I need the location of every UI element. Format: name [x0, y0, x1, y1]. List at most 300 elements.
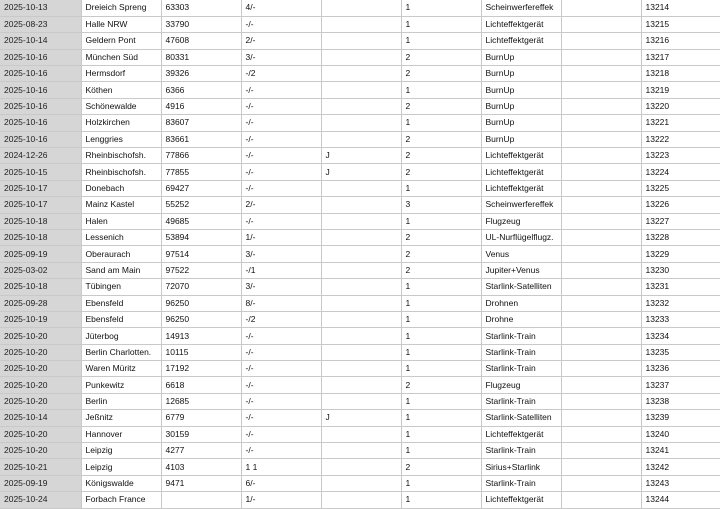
count-cell[interactable]: 1: [401, 361, 481, 377]
date-cell[interactable]: 2025-09-19: [0, 475, 81, 491]
flag-cell[interactable]: [321, 443, 401, 459]
flag-cell[interactable]: [321, 328, 401, 344]
date-cell[interactable]: 2025-10-14: [0, 410, 81, 426]
date-cell[interactable]: 2025-10-20: [0, 328, 81, 344]
postal-code-cell[interactable]: 4916: [161, 98, 241, 114]
place-cell[interactable]: Dreieich Spreng: [81, 0, 161, 16]
date-cell[interactable]: 2025-10-16: [0, 66, 81, 82]
count-cell[interactable]: 1: [401, 180, 481, 196]
table-row: [0, 164, 720, 180]
code-cell[interactable]: -/-: [241, 344, 321, 360]
type-cell[interactable]: BurnUp: [481, 98, 561, 114]
table-row: [0, 361, 720, 377]
postal-code-cell[interactable]: 77855: [161, 164, 241, 180]
type-cell[interactable]: Scheinwerfereffek: [481, 197, 561, 213]
place-cell[interactable]: Holzkirchen: [81, 115, 161, 131]
id-cell[interactable]: 13239: [641, 410, 720, 426]
type-cell[interactable]: UL-Nurflügelflugz.: [481, 229, 561, 245]
empty-cell[interactable]: [561, 377, 641, 393]
empty-cell[interactable]: [561, 344, 641, 360]
flag-cell[interactable]: [321, 49, 401, 65]
id-cell[interactable]: 13218: [641, 66, 720, 82]
code-cell[interactable]: 1/-: [241, 229, 321, 245]
count-cell[interactable]: 1: [401, 0, 481, 16]
empty-cell[interactable]: [561, 131, 641, 147]
code-cell[interactable]: -/-: [241, 98, 321, 114]
id-cell[interactable]: 13241: [641, 443, 720, 459]
count-cell[interactable]: 1: [401, 328, 481, 344]
count-cell[interactable]: 1: [401, 279, 481, 295]
count-cell[interactable]: 1: [401, 295, 481, 311]
type-cell[interactable]: Lichteffektgerät: [481, 426, 561, 442]
empty-cell[interactable]: [561, 311, 641, 327]
postal-code-cell[interactable]: 30159: [161, 426, 241, 442]
count-cell[interactable]: 2: [401, 229, 481, 245]
place-cell[interactable]: Forbach France: [81, 492, 161, 508]
flag-cell[interactable]: [321, 16, 401, 32]
table-row: [0, 492, 720, 508]
empty-cell[interactable]: [561, 164, 641, 180]
empty-cell[interactable]: [561, 197, 641, 213]
flag-cell[interactable]: [321, 377, 401, 393]
type-cell[interactable]: BurnUp: [481, 115, 561, 131]
count-cell[interactable]: 1: [401, 426, 481, 442]
flag-cell[interactable]: [321, 426, 401, 442]
date-cell[interactable]: 2025-10-16: [0, 115, 81, 131]
id-cell[interactable]: 13221: [641, 115, 720, 131]
postal-code-cell[interactable]: 12685: [161, 393, 241, 409]
count-cell[interactable]: 1: [401, 82, 481, 98]
flag-cell[interactable]: [321, 279, 401, 295]
code-cell[interactable]: -/-: [241, 393, 321, 409]
date-cell[interactable]: 2025-10-13: [0, 0, 81, 16]
postal-code-cell[interactable]: 6366: [161, 82, 241, 98]
date-cell[interactable]: 2025-10-16: [0, 49, 81, 65]
table-row: [0, 443, 720, 459]
id-cell[interactable]: 13243: [641, 475, 720, 491]
date-cell[interactable]: 2025-10-17: [0, 197, 81, 213]
type-cell[interactable]: Lichteffektgerät: [481, 492, 561, 508]
flag-cell[interactable]: [321, 229, 401, 245]
empty-cell[interactable]: [561, 246, 641, 262]
id-cell[interactable]: 13238: [641, 393, 720, 409]
empty-cell[interactable]: [561, 410, 641, 426]
flag-cell[interactable]: J: [321, 148, 401, 164]
id-cell[interactable]: 13217: [641, 49, 720, 65]
id-cell[interactable]: 13222: [641, 131, 720, 147]
type-cell[interactable]: Starlink-Train: [481, 393, 561, 409]
empty-cell[interactable]: [561, 492, 641, 508]
type-cell[interactable]: BurnUp: [481, 49, 561, 65]
postal-code-cell[interactable]: 77866: [161, 148, 241, 164]
date-cell[interactable]: 2025-10-20: [0, 377, 81, 393]
table-row: [0, 66, 720, 82]
empty-cell[interactable]: [561, 393, 641, 409]
flag-cell[interactable]: [321, 344, 401, 360]
code-cell[interactable]: -/-: [241, 213, 321, 229]
date-cell[interactable]: 2025-10-20: [0, 393, 81, 409]
place-cell[interactable]: Berlin Charlotten.: [81, 344, 161, 360]
postal-code-cell[interactable]: 4277: [161, 443, 241, 459]
type-cell[interactable]: Venus: [481, 246, 561, 262]
count-cell[interactable]: 1: [401, 311, 481, 327]
code-cell[interactable]: -/-: [241, 410, 321, 426]
flag-cell[interactable]: [321, 66, 401, 82]
table-row: [0, 115, 720, 131]
date-cell[interactable]: 2025-09-28: [0, 295, 81, 311]
date-cell[interactable]: 2025-10-24: [0, 492, 81, 508]
postal-code-cell[interactable]: 83607: [161, 115, 241, 131]
count-cell[interactable]: 1: [401, 16, 481, 32]
empty-cell[interactable]: [561, 475, 641, 491]
place-cell[interactable]: Oberaurach: [81, 246, 161, 262]
postal-code-cell[interactable]: 53894: [161, 229, 241, 245]
count-cell[interactable]: 1: [401, 410, 481, 426]
empty-cell[interactable]: [561, 213, 641, 229]
code-cell[interactable]: 1 1: [241, 459, 321, 475]
code-cell[interactable]: 1/-: [241, 492, 321, 508]
type-cell[interactable]: BurnUp: [481, 82, 561, 98]
flag-cell[interactable]: [321, 0, 401, 16]
place-cell[interactable]: Sand am Main: [81, 262, 161, 278]
place-cell[interactable]: Tübingen: [81, 279, 161, 295]
date-cell[interactable]: 2025-10-21: [0, 459, 81, 475]
empty-cell[interactable]: [561, 16, 641, 32]
flag-cell[interactable]: [321, 393, 401, 409]
date-cell[interactable]: 2025-10-18: [0, 229, 81, 245]
code-cell[interactable]: -/-: [241, 115, 321, 131]
date-cell[interactable]: 2024-12-26: [0, 148, 81, 164]
code-cell[interactable]: -/-: [241, 131, 321, 147]
postal-code-cell[interactable]: 72070: [161, 279, 241, 295]
empty-cell[interactable]: [561, 49, 641, 65]
place-cell[interactable]: Jüterbog: [81, 328, 161, 344]
empty-cell[interactable]: [561, 443, 641, 459]
postal-code-cell[interactable]: 63303: [161, 0, 241, 16]
place-cell[interactable]: Jeßnitz: [81, 410, 161, 426]
count-cell[interactable]: 2: [401, 459, 481, 475]
place-cell[interactable]: Lenggries: [81, 131, 161, 147]
date-cell[interactable]: 2025-09-19: [0, 246, 81, 262]
type-cell[interactable]: BurnUp: [481, 131, 561, 147]
flag-cell[interactable]: [321, 295, 401, 311]
table-row: [0, 82, 720, 98]
table-row: [0, 410, 720, 426]
type-cell[interactable]: Starlink-Satelliten: [481, 279, 561, 295]
count-cell[interactable]: 2: [401, 164, 481, 180]
place-cell[interactable]: Waren Müritz: [81, 361, 161, 377]
empty-cell[interactable]: [561, 33, 641, 49]
code-cell[interactable]: -/-: [241, 148, 321, 164]
postal-code-cell[interactable]: 6618: [161, 377, 241, 393]
id-cell[interactable]: 13226: [641, 197, 720, 213]
place-cell[interactable]: Rheinbischofsh.: [81, 164, 161, 180]
date-cell[interactable]: 2025-10-15: [0, 164, 81, 180]
type-cell[interactable]: Starlink-Train: [481, 344, 561, 360]
code-cell[interactable]: -/-: [241, 426, 321, 442]
count-cell[interactable]: 2: [401, 148, 481, 164]
code-cell[interactable]: -/-: [241, 180, 321, 196]
id-cell[interactable]: 13234: [641, 328, 720, 344]
table-row: [0, 328, 720, 344]
code-cell[interactable]: 4/-: [241, 0, 321, 16]
type-cell[interactable]: Flugzeug: [481, 213, 561, 229]
id-cell[interactable]: 13230: [641, 262, 720, 278]
empty-cell[interactable]: [561, 148, 641, 164]
type-cell[interactable]: Starlink-Train: [481, 475, 561, 491]
id-cell[interactable]: 13236: [641, 361, 720, 377]
postal-code-cell[interactable]: 33790: [161, 16, 241, 32]
code-cell[interactable]: -/-: [241, 443, 321, 459]
count-cell[interactable]: 1: [401, 33, 481, 49]
postal-code-cell[interactable]: 97514: [161, 246, 241, 262]
empty-cell[interactable]: [561, 66, 641, 82]
postal-code-cell[interactable]: 47608: [161, 33, 241, 49]
flag-cell[interactable]: [321, 98, 401, 114]
count-cell[interactable]: 2: [401, 131, 481, 147]
date-cell[interactable]: 2025-10-17: [0, 180, 81, 196]
table-row: [0, 475, 720, 491]
count-cell[interactable]: 2: [401, 49, 481, 65]
code-cell[interactable]: -/-: [241, 16, 321, 32]
type-cell[interactable]: Lichteffektgerät: [481, 148, 561, 164]
code-cell[interactable]: 3/-: [241, 246, 321, 262]
postal-code-cell[interactable]: 49685: [161, 213, 241, 229]
table-row: [0, 49, 720, 65]
postal-code-cell[interactable]: 9471: [161, 475, 241, 491]
type-cell[interactable]: Drohnen: [481, 295, 561, 311]
table-row: [0, 262, 720, 278]
code-cell[interactable]: -/-: [241, 82, 321, 98]
postal-code-cell[interactable]: 69427: [161, 180, 241, 196]
flag-cell[interactable]: [321, 131, 401, 147]
place-cell[interactable]: Schönewalde: [81, 98, 161, 114]
place-cell[interactable]: Mainz Kastel: [81, 197, 161, 213]
place-cell[interactable]: Punkewitz: [81, 377, 161, 393]
flag-cell[interactable]: [321, 311, 401, 327]
place-cell[interactable]: Ebensfeld: [81, 295, 161, 311]
place-cell[interactable]: Halen: [81, 213, 161, 229]
count-cell[interactable]: 2: [401, 246, 481, 262]
date-cell[interactable]: 2025-10-20: [0, 344, 81, 360]
id-cell[interactable]: 13227: [641, 213, 720, 229]
id-cell[interactable]: 13240: [641, 426, 720, 442]
id-cell[interactable]: 13233: [641, 311, 720, 327]
flag-cell[interactable]: [321, 262, 401, 278]
empty-cell[interactable]: [561, 0, 641, 16]
flag-cell[interactable]: [321, 213, 401, 229]
place-cell[interactable]: Hermsdorf: [81, 66, 161, 82]
code-cell[interactable]: 3/-: [241, 279, 321, 295]
id-cell[interactable]: 13216: [641, 33, 720, 49]
empty-cell[interactable]: [561, 459, 641, 475]
flag-cell[interactable]: J: [321, 164, 401, 180]
date-cell[interactable]: 2025-10-20: [0, 443, 81, 459]
count-cell[interactable]: 1: [401, 213, 481, 229]
count-cell[interactable]: 2: [401, 66, 481, 82]
code-cell[interactable]: -/1: [241, 262, 321, 278]
table-row: [0, 377, 720, 393]
count-cell[interactable]: 1: [401, 492, 481, 508]
place-cell[interactable]: Köthen: [81, 82, 161, 98]
flag-cell[interactable]: [321, 361, 401, 377]
date-cell[interactable]: 2025-10-14: [0, 33, 81, 49]
place-cell[interactable]: Donebach: [81, 180, 161, 196]
place-cell[interactable]: Königswalde: [81, 475, 161, 491]
code-cell[interactable]: 2/-: [241, 197, 321, 213]
place-cell[interactable]: München Süd: [81, 49, 161, 65]
count-cell[interactable]: 2: [401, 98, 481, 114]
id-cell[interactable]: 13244: [641, 492, 720, 508]
type-cell[interactable]: Jupiter+Venus: [481, 262, 561, 278]
empty-cell[interactable]: [561, 279, 641, 295]
count-cell[interactable]: 1: [401, 393, 481, 409]
id-cell[interactable]: 13235: [641, 344, 720, 360]
empty-cell[interactable]: [561, 180, 641, 196]
type-cell[interactable]: Lichteffektgerät: [481, 16, 561, 32]
type-cell[interactable]: Starlink-Train: [481, 328, 561, 344]
code-cell[interactable]: -/-: [241, 361, 321, 377]
id-cell[interactable]: 13232: [641, 295, 720, 311]
flag-cell[interactable]: [321, 246, 401, 262]
code-cell[interactable]: -/-: [241, 328, 321, 344]
date-cell[interactable]: 2025-10-20: [0, 361, 81, 377]
date-cell[interactable]: 2025-10-16: [0, 131, 81, 147]
type-cell[interactable]: Lichteffektgerät: [481, 164, 561, 180]
type-cell[interactable]: Lichteffektgerät: [481, 180, 561, 196]
type-cell[interactable]: Starlink-Train: [481, 361, 561, 377]
place-cell[interactable]: Geldern Pont: [81, 33, 161, 49]
type-cell[interactable]: Starlink-Satelliten: [481, 410, 561, 426]
flag-cell[interactable]: [321, 82, 401, 98]
id-cell[interactable]: 13223: [641, 148, 720, 164]
id-cell[interactable]: 13224: [641, 164, 720, 180]
code-cell[interactable]: 2/-: [241, 33, 321, 49]
flag-cell[interactable]: [321, 492, 401, 508]
empty-cell[interactable]: [561, 82, 641, 98]
empty-cell[interactable]: [561, 115, 641, 131]
table-row: [0, 98, 720, 114]
count-cell[interactable]: 2: [401, 377, 481, 393]
code-cell[interactable]: -/2: [241, 311, 321, 327]
postal-code-cell[interactable]: 80331: [161, 49, 241, 65]
empty-cell[interactable]: [561, 295, 641, 311]
id-cell[interactable]: 13242: [641, 459, 720, 475]
table-row: [0, 246, 720, 262]
code-cell[interactable]: -/2: [241, 66, 321, 82]
postal-code-cell[interactable]: 96250: [161, 311, 241, 327]
date-cell[interactable]: 2025-10-18: [0, 213, 81, 229]
empty-cell[interactable]: [561, 426, 641, 442]
empty-cell[interactable]: [561, 229, 641, 245]
postal-code-cell[interactable]: 39326: [161, 66, 241, 82]
postal-code-cell[interactable]: [161, 492, 241, 508]
id-cell[interactable]: 13229: [641, 246, 720, 262]
table-row: [0, 426, 720, 442]
count-cell[interactable]: 1: [401, 115, 481, 131]
empty-cell[interactable]: [561, 328, 641, 344]
place-cell[interactable]: Halle NRW: [81, 16, 161, 32]
type-cell[interactable]: Scheinwerfereffek: [481, 0, 561, 16]
type-cell[interactable]: BurnUp: [481, 66, 561, 82]
postal-code-cell[interactable]: 10115: [161, 344, 241, 360]
place-cell[interactable]: Rheinbischofsh.: [81, 148, 161, 164]
type-cell[interactable]: Drohne: [481, 311, 561, 327]
code-cell[interactable]: 6/-: [241, 475, 321, 491]
count-cell[interactable]: 1: [401, 475, 481, 491]
postal-code-cell[interactable]: 83661: [161, 131, 241, 147]
code-cell[interactable]: -/-: [241, 377, 321, 393]
id-cell[interactable]: 13225: [641, 180, 720, 196]
count-cell[interactable]: 1: [401, 443, 481, 459]
postal-code-cell[interactable]: 55252: [161, 197, 241, 213]
place-cell[interactable]: Lessenich: [81, 229, 161, 245]
date-cell[interactable]: 2025-08-23: [0, 16, 81, 32]
flag-cell[interactable]: J: [321, 410, 401, 426]
flag-cell[interactable]: [321, 33, 401, 49]
id-cell[interactable]: 13237: [641, 377, 720, 393]
table-row: [0, 459, 720, 475]
id-cell[interactable]: 13228: [641, 229, 720, 245]
type-cell[interactable]: Starlink-Train: [481, 443, 561, 459]
id-cell[interactable]: 13214: [641, 0, 720, 16]
id-cell[interactable]: 13219: [641, 82, 720, 98]
table-row: [0, 393, 720, 409]
postal-code-cell[interactable]: 97522: [161, 262, 241, 278]
type-cell[interactable]: Flugzeug: [481, 377, 561, 393]
id-cell[interactable]: 13220: [641, 98, 720, 114]
place-cell[interactable]: Berlin: [81, 393, 161, 409]
empty-cell[interactable]: [561, 361, 641, 377]
flag-cell[interactable]: [321, 459, 401, 475]
code-cell[interactable]: 8/-: [241, 295, 321, 311]
flag-cell[interactable]: [321, 115, 401, 131]
table-row: [0, 16, 720, 32]
id-cell[interactable]: 13215: [641, 16, 720, 32]
postal-code-cell[interactable]: 17192: [161, 361, 241, 377]
flag-cell[interactable]: [321, 197, 401, 213]
postal-code-cell[interactable]: 6779: [161, 410, 241, 426]
date-cell[interactable]: 2025-10-16: [0, 98, 81, 114]
table-row: [0, 33, 720, 49]
count-cell[interactable]: 3: [401, 197, 481, 213]
empty-cell[interactable]: [561, 262, 641, 278]
date-cell[interactable]: 2025-03-02: [0, 262, 81, 278]
date-cell[interactable]: 2025-10-16: [0, 82, 81, 98]
date-cell[interactable]: 2025-10-20: [0, 426, 81, 442]
empty-cell[interactable]: [561, 98, 641, 114]
type-cell[interactable]: Lichteffektgerät: [481, 33, 561, 49]
flag-cell[interactable]: [321, 180, 401, 196]
table-row: [0, 131, 720, 147]
place-cell[interactable]: Hannover: [81, 426, 161, 442]
place-cell[interactable]: Ebensfeld: [81, 311, 161, 327]
code-cell[interactable]: 3/-: [241, 49, 321, 65]
flag-cell[interactable]: [321, 475, 401, 491]
count-cell[interactable]: 1: [401, 344, 481, 360]
date-cell[interactable]: 2025-10-19: [0, 311, 81, 327]
postal-code-cell[interactable]: 96250: [161, 295, 241, 311]
postal-code-cell[interactable]: 14913: [161, 328, 241, 344]
type-cell[interactable]: Sirius+Starlink: [481, 459, 561, 475]
postal-code-cell[interactable]: 4103: [161, 459, 241, 475]
code-cell[interactable]: -/-: [241, 164, 321, 180]
count-cell[interactable]: 2: [401, 262, 481, 278]
id-cell[interactable]: 13231: [641, 279, 720, 295]
place-cell[interactable]: Leipzig: [81, 459, 161, 475]
date-cell[interactable]: 2025-10-18: [0, 279, 81, 295]
place-cell[interactable]: Leipzig: [81, 443, 161, 459]
